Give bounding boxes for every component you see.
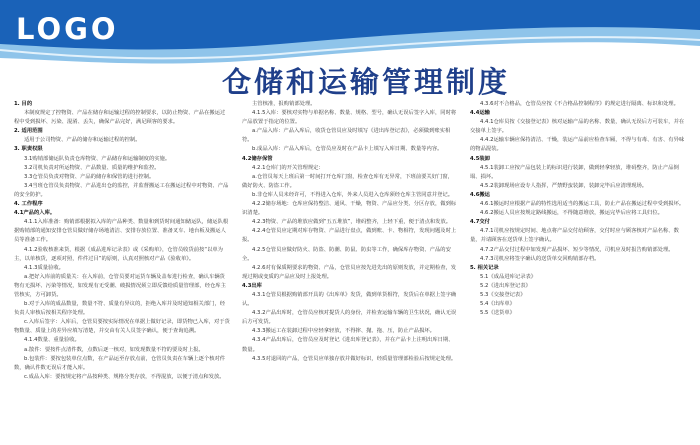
paragraph: 4.3.6对不合格品，仓管员应按《不合格品控制程序》的规定进行隔离、标识和处理。 <box>480 101 679 107</box>
paragraph: 4.7.2产品交付过程中如发现产品损坏、短少等情况，司机应及时报告购销部处理。 <box>480 246 674 253</box>
paragraph: 4.1.2验收核准来货，根据《成品进库记录表》或《采购单》，仓管员收货前按“以单为主，以单核货，逐项对照，件件过目”的原则，认真对照核对产品《验收单》。 <box>14 246 223 262</box>
paragraph: 4.5.1装卸工应按产品包装上的标识进行装卸，做到轻拿轻放，堆码整齐，防止产品倒塌、损坏。 <box>470 164 679 180</box>
paragraph: 4.2.6对有保质期要求的物资、产品，仓管员应按先进先出的原则发放，并定期检查，发现过期或变质的产品应及时上报处理。 <box>242 264 457 280</box>
paragraph: 4.1.5入库：要核对实物与单据名称、数量、规格、型号，确认无误后签字入库，同时将产品放置于指定的位置。 <box>242 110 457 126</box>
section-heading: 4.7交付 <box>470 219 490 226</box>
section-heading: 4.4运输 <box>470 110 490 117</box>
text-column-1 <box>14 100 230 438</box>
paragraph: 5.2《进出库登记表》 <box>480 282 531 289</box>
paragraph: b.非仓库人员未经许可，不得进入仓库，外来人员进入仓库须经仓库主管同意并登记。 <box>252 191 454 198</box>
paragraph: 4.6.1搬运时应根据产品的特性选用适当的搬运工具，防止产品在搬运过程中受到损坏。 <box>480 201 685 208</box>
paragraph: b.对于入库的成品数量，数量不符、质量有异议的，拒绝入库并及时通知相关部门，经负责人审核后按相关程序处理。 <box>14 301 226 317</box>
paragraph: c.入库后签字：入库后，仓管员要按实际情况在单据上做好记录，即货物已入库，对于货物数量、质量上的差异应填写清楚，并交由有关人员签字确认，便于查询追溯。 <box>14 319 230 335</box>
regulation-content <box>14 100 686 438</box>
paragraph: 4.3.5对退回的产品，仓管员应单独存放并做好标识，经质量管理部检验后按规定处理。 <box>252 355 457 362</box>
paragraph: a.仓管员每天上班后第一时间打开仓库门窗，检查仓库有无异常，下班前要关好门窗，做好防火、防盗工作。 <box>242 173 453 189</box>
paragraph: 4.5.2装卸现场应设专人指挥，严禁野蛮装卸，装卸完毕后应清理现场。 <box>480 182 648 189</box>
section-heading: 4.6搬运 <box>470 191 490 198</box>
paragraph: 5.4《出库单》 <box>480 301 515 308</box>
paragraph: 4.4.1仓库员按《交接登记表》核对运输产品的名称、数量，确认无误后方可装车，并在交接单上签字。 <box>470 119 685 135</box>
section-heading: 2. 适用范围 <box>14 128 43 135</box>
paragraph: 本制度规定了控物资、产品在储存和运输过程的控制要求，以防止物资、产品在搬运过程中受到损坏、污染、混淆、丢失，确保产品完好，满足顾客的要求。 <box>14 110 226 126</box>
paragraph: 3.3仓管员负责对物资、产品的储存和保管的进行控制。 <box>24 173 155 180</box>
paragraph: 适用于公司物资、产品的储存和运输过程的控制。 <box>24 137 141 144</box>
paragraph: 5.1《成品进库记录表》 <box>480 273 537 280</box>
logo: LOGO <box>16 12 119 46</box>
paragraph: 4.7.1司机应按规定时间、地点将产品交付给顾客，交付时应与顾客核对产品名称、数量，并请顾客在送货单上签字确认。 <box>470 228 679 244</box>
section-heading: 4.5装卸 <box>470 155 490 162</box>
paragraph: 4.2.4仓管员应定期对库存物资、产品进行盘点，做到账、卡、物相符，发现问题及时上报。 <box>242 228 457 244</box>
paragraph: 4.1.1入库准备：购销部根据拟入库的产品种类、数量和到货时间通知储运队，储运队根据购销部的通知安排仓管员做好储存场地清洁、安排存放位置、准备叉车、地台板及搬运人员等准备工作。 <box>14 219 229 244</box>
paragraph: 4.3.3搬运工在装卸过程中应轻拿轻放，不得摔、抛、拖、压，防止产品损坏。 <box>252 328 435 335</box>
paragraph: b.成品入库：产品入库后，仓管员应及时在产品卡上填写入库日期、数量等内容。 <box>252 146 443 153</box>
paragraph: 4.2.3物资、产品的堆放应做到“五五堆放”，堆码整齐，上轻下重，便于清点和发放。 <box>252 219 452 226</box>
paragraph: 主管核准，报购销部处理。 <box>252 101 316 107</box>
paragraph: 4.1.4数量、重量验收。 <box>24 337 80 344</box>
paragraph: 4.3.1仓管员根据购销部开具的《出库单》发货，做到单货相符，发货后在单据上签字确认。 <box>242 291 457 308</box>
paragraph: 3.1购销部储运队负责仓库物资、产品储存和运输制度的实施。 <box>24 155 171 162</box>
section-heading: 4.2储存保管 <box>242 155 273 162</box>
paragraph: b.包装件：要按包装单位点数，在产品运至存放点前，仓管员负责在车辆上逐个核对件数，确认件数无误后才能入库。 <box>14 355 226 371</box>
paragraph: 5.5《送货单》 <box>480 310 515 317</box>
paragraph: 3.2司机负责对所运物资、产品数量、质量的维护和监控。 <box>24 164 160 171</box>
paragraph: 4.6.2搬运人员应按规定路线搬运，不得随意堆放，搬运完毕后应将工具归位。 <box>480 210 663 217</box>
paragraph: 4.3.2产品出库时，仓管员应核对提货人的身份，并检查运输车辆的卫生状况，确认无误后方可发货。 <box>242 310 457 326</box>
paragraph: c.成品入库：要按规定将产品按种类、规格分类存放，不得混放，以便于清点和发放。 <box>24 373 225 380</box>
paragraph: a.产品入库：产品入库后，收货仓管员应及时填写《进出库登记表》，必须做到账实相符。 <box>242 128 451 144</box>
section-heading: 4. 工作程序 <box>14 201 43 208</box>
paragraph: 4.2.5仓管员应做好防火、防盗、防潮、防鼠、防虫等工作，确保库存物资、产品的安全。 <box>242 246 451 262</box>
paragraph: 4.7.3司机应将签字确认的送货单交回购销部存档。 <box>480 255 600 262</box>
section-heading: 1. 目的 <box>14 101 33 107</box>
paragraph: 3.4当班仓管员负责物资、产品进出仓的监控，并监督搬运工在搬运过程中对物资、产品的安全防护。 <box>14 182 229 198</box>
section-heading: 4.1产品的入库。 <box>14 210 56 217</box>
section-heading: 5. 相关记录 <box>470 264 499 271</box>
paragraph: 5.3《交接登记表》 <box>480 291 526 298</box>
paragraph: 4.2.1仓库门的开关管理规定： <box>252 164 324 171</box>
section-heading: 4.3出库 <box>242 282 262 289</box>
section-heading: 3. 职责权限 <box>14 146 43 153</box>
paragraph: a.把好入库前的质量关：在入库前，仓管员要对运货车辆及盖布进行检查，确认车辆货物有无损坏、污染等情况，如发现有无受潮、破损情况须立即反馈给质量管理部，经仓库主管核实，方可卸货。 <box>14 273 226 298</box>
paragraph: 4.2.2储存场地：仓库应保持整洁、通风、干燥，物资、产品应分类、分区存放，做到标识清楚。 <box>242 201 457 217</box>
text-column-3 <box>470 100 686 438</box>
text-column-2 <box>242 100 458 438</box>
paragraph: a.散件：要按件点清件数，点数后逐一核对，如发现数量不符的要及时上报。 <box>24 346 204 353</box>
paragraph: 4.4.2运输车辆应保持清洁、干燥，装运产品前应检查车厢，不得与有毒、有害、有异味的物品混装。 <box>470 137 685 153</box>
page-title: 仓储和运输管理制度 <box>222 65 511 99</box>
paragraph: 4.3.4产品出库后，仓管员应及时登记《进出库登记表》，并在产品卡上注明出库日期、数量。 <box>242 337 454 353</box>
paragraph: 4.1.3质量验收。 <box>24 264 64 271</box>
